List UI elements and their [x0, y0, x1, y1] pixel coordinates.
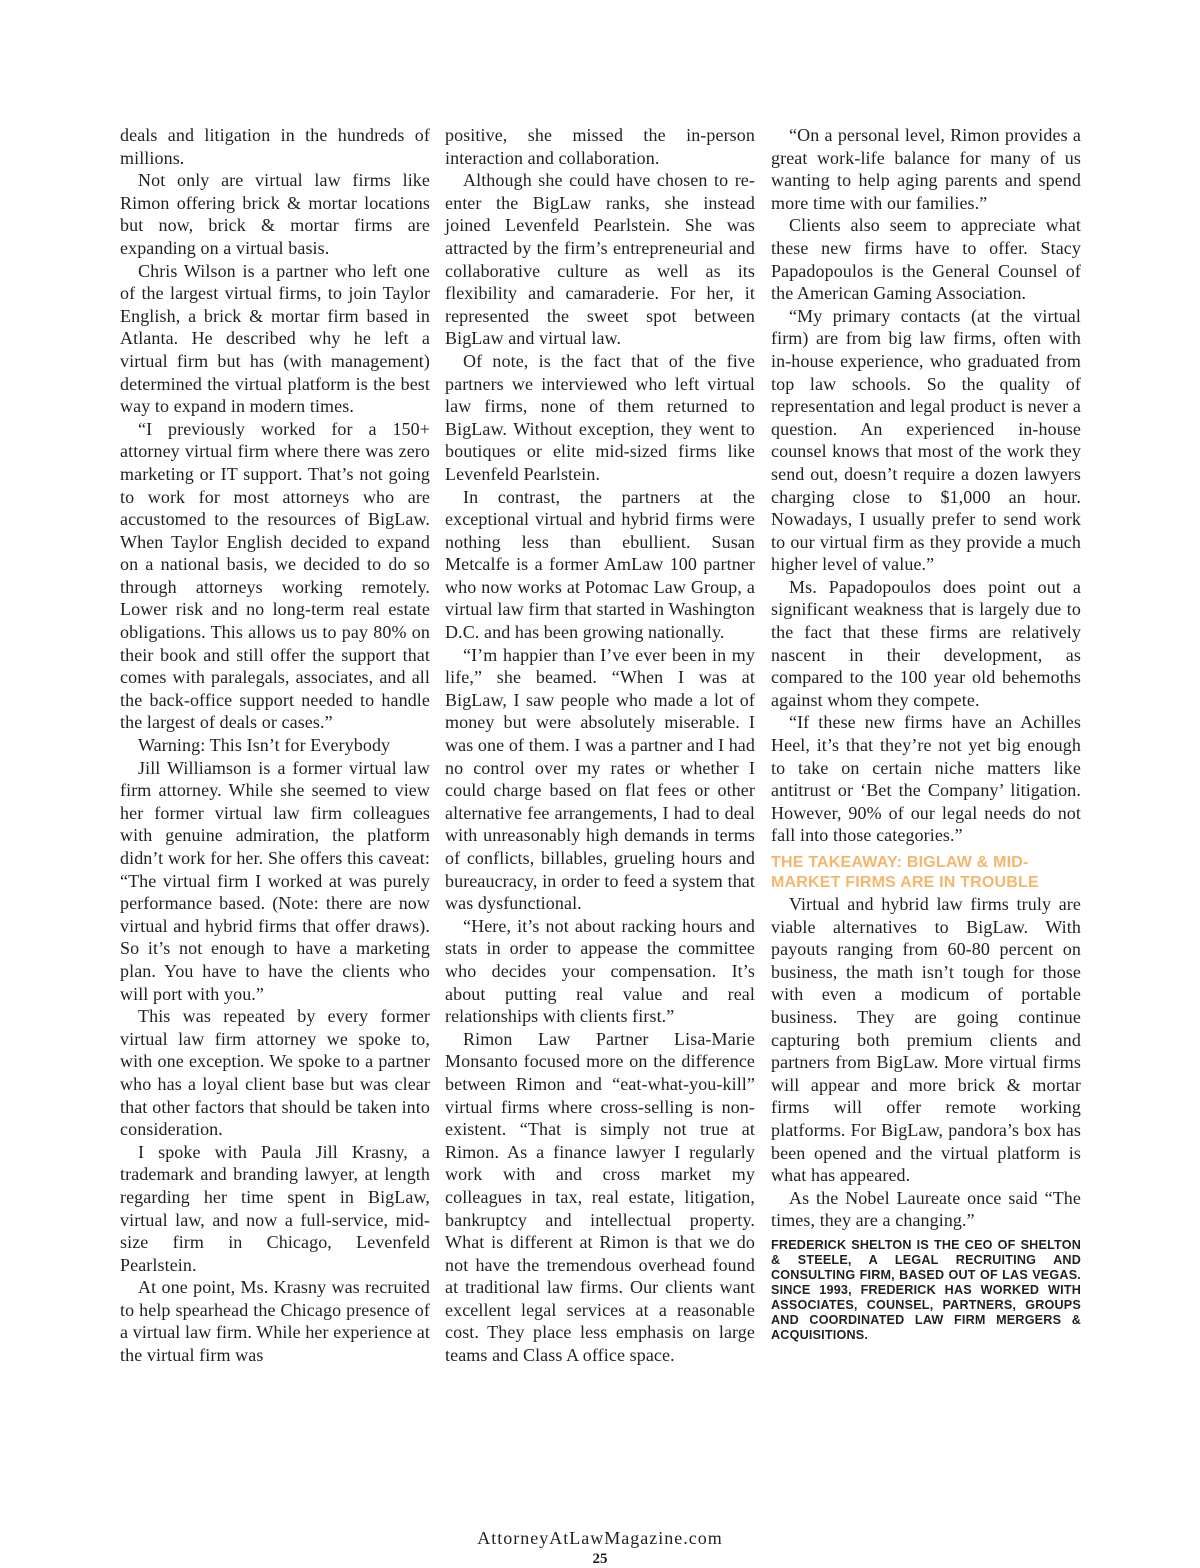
paragraph: “My primary contacts (at the virtual firm) are from big law firms, often with in-house experience, who graduated from top law schools. So the quality of representation and legal product is never a question. An experienced in-house counsel knows that most of the work they send out, doesn’t require a dozen lawyers charging close to $1,000 an hour. Nowadays, I usually prefer to send work to our virtual firm as they provide a much higher level of value.”	[771, 305, 1081, 575]
article-column-1	[120, 124, 430, 1367]
paragraph: I spoke with Paula Jill Krasny, a trademark and branding lawyer, at length regarding her time spent in BigLaw, virtual law, and now a full-service, mid-size firm in Chicago, Levenfeld Pearlstein.	[120, 1141, 430, 1275]
paragraph: deals and litigation in the hundreds of millions.	[120, 125, 430, 168]
page-number: 25	[592, 1551, 608, 1567]
paragraph: “Here, it’s not about racking hours and stats in order to appease the committee who decides your compensation. It’s about putting real value and real relationships with clients first.”	[445, 915, 755, 1027]
paragraph: Virtual and hybrid law firms truly are viable alternatives to BigLaw. With payouts ranging from 60-80 percent on business, the math isn’t tough for those with even a modicum of portable business. They are going continue capturing both premium clients and partners from BigLaw. More virtual firms will appear and more brick & mortar firms will offer remote working platforms. For BigLaw, pandora’s box has been opened and the virtual platform is what has appeared.	[771, 894, 1081, 1186]
paragraph: Jill Williamson is a former virtual law firm attorney. While she seemed to view her former virtual law firm colleagues with genuine admiration, the platform didn’t work for her. She offers this caveat: “The virtual firm I worked at was purely performance based. (Note: there are now virtual and hybrid firms that offer draws). So it’s not enough to have a marketing plan. You have to have the clients who will port with you.”	[120, 757, 430, 1004]
paragraph: Of note, is the fact that of the five partners we interviewed who left virtual law firms, none of them returned to BigLaw. Without exception, they went to boutiques or elite mid-sized firms like Levenfeld Pearlstein.	[445, 350, 755, 484]
author-bio: FREDERICK SHELTON IS THE CEO OF SHELTON & STEELE, A LEGAL RECRUITING AND CONSULTING FIRM, BASED OUT OF LAS VEGAS. SINCE 1993, FREDERICK HAS WORKED WITH ASSOCIATES, COUNSEL, PARTNERS, GROUPS AND COORDINATED LAW FIRM MERGERS & ACQUISITIONS.	[771, 1237, 1081, 1342]
paragraph: Rimon Law Partner Lisa-Marie Monsanto focused more on the difference between Rimon and “eat-what-you-kill” virtual firms where cross-selling is non-existent. “That is simply not true at Rimon. As a finance lawyer I regularly work with and cross market my colleagues in tax, real estate, litigation, bankruptcy and intellectual property. What is different at Rimon is that we do not have the tremendous overhead found at traditional law firms. Our clients want excellent legal services at a reasonable cost. They place less emphasis on large teams and Class A office space.	[445, 1028, 755, 1366]
paragraph: This was repeated by every former virtual law firm attorney we spoke to, with one exception. We spoke to a partner who has a loyal client base but was clear that other factors that should be taken into consideration.	[120, 1006, 430, 1140]
paragraph: “If these new firms have an Achilles Heel, it’s that they’re not yet big enough to take on certain niche matters like antitrust or ‘Bet the Company’ litigation. However, 90% of our legal needs do not fall into those categories.”	[771, 712, 1081, 846]
paragraph: positive, she missed the in-person interaction and collaboration.	[445, 125, 755, 168]
paragraph: Not only are virtual law firms like Rimon offering brick & mortar locations but now, brick & mortar firms are expanding on a virtual basis.	[120, 170, 430, 258]
paragraph: At one point, Ms. Krasny was recruited to help spearhead the Chicago presence of a virtual law firm. While her experience at the virtual firm was	[120, 1277, 430, 1366]
paragraph: “I previously worked for a 150+ attorney virtual firm where there was zero marketing or IT support. That’s not going to work for most attorneys who are accustomed to the resources of BigLaw. When Taylor English decided to expand on a national basis, we decided to do so through attorneys working remotely. Lower risk and no long-term real estate obligations. This allows us to pay 80% on their book and still offer the support that comes with paralegals, associates, and all the back-office support needed to handle the largest of deals or cases.”	[120, 418, 430, 733]
paragraph: Although she could have chosen to re-enter the BigLaw ranks, she instead joined Levenfeld Pearlstein. She was attracted by the firm’s entrepreneurial and collaborative culture as well as its flexibility and camaraderie. For her, it represented the sweet spot between BigLaw and virtual law.	[445, 170, 755, 349]
article-column-2	[445, 124, 755, 1367]
paragraph: Ms. Papadopoulos does point out a significant weakness that is largely due to the fact that these firms are relatively nascent in their development, as compared to the 100 year old behemoths against whom they compete.	[771, 576, 1081, 710]
footer-site-name: AttorneyAtLawMagazine.com	[477, 1528, 723, 1548]
paragraph: “On a personal level, Rimon provides a great work-life balance for many of us wanting to help aging parents and spend more time with our families.”	[771, 125, 1081, 213]
paragraph: “I’m happier than I’ve ever been in my life,” she beamed. “When I was at BigLaw, I saw people who made a lot of money but were absolutely miserable. I was one of them. I was a partner and I had no control over my rates or whether I could charge based on flat fees or other alternative fee arrangements, I had to deal with unreasonably high demands in terms of conflicts, billables, grueling hours and bureaucracy, in order to feed a system that was dysfunctional.	[445, 644, 755, 914]
article-column-3	[771, 124, 1081, 1343]
paragraph: Chris Wilson is a partner who left one of the largest virtual firms, to join Taylor English, a brick & mortar firm based in Atlanta. He described why he left a virtual firm but has (with management) determined the virtual platform is the best way to expand in modern times.	[120, 260, 430, 417]
paragraph: In contrast, the partners at the exceptional virtual and hybrid firms were nothing less than ebullient. Susan Metcalfe is a former AmLaw 100 partner who now works at Potomac Law Group, a virtual law firm that started in Washington D.C. and has been growing nationally.	[445, 486, 755, 643]
paragraph: As the Nobel Laureate once said “The times, they are a changing.”	[771, 1187, 1081, 1231]
subheading: Warning: This Isn’t for Everybody	[138, 735, 391, 756]
paragraph: Clients also seem to appreciate what these new firms have to offer. Stacy Papadopoulos is the General Counsel of the American Gaming Association.	[771, 215, 1081, 304]
section-heading: THE TAKEAWAY: BIGLAW & MID-MARKET FIRMS ARE IN TROUBLE	[771, 854, 1039, 891]
